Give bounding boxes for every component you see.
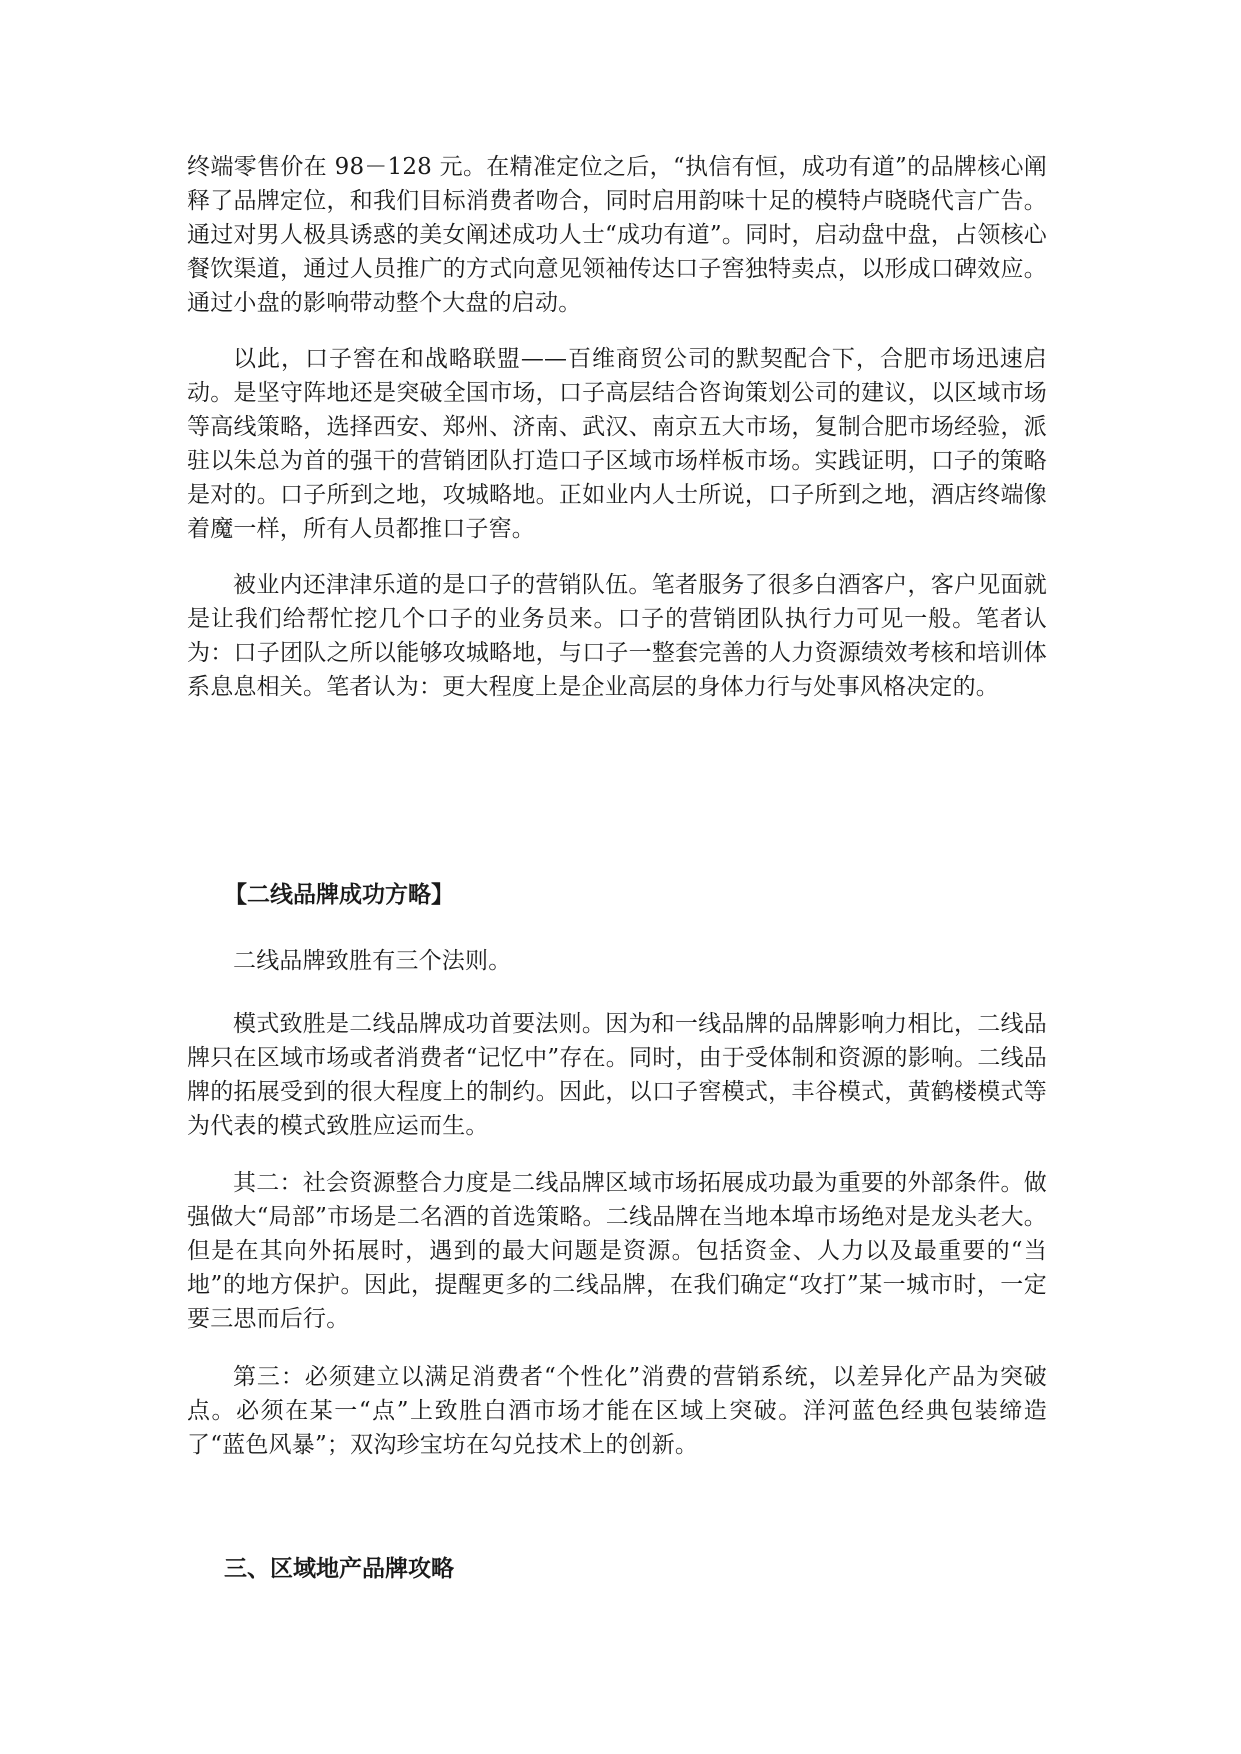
paragraph-strategic-alliance: 以此，口子窖在和战略联盟——百维商贸公司的默契配合下，合肥市场迅速启动。是坚守阵地还是突破全国市场，口子高层结合咨询策划公司的建议，以区域市场等高线策略，选择西安、郑州、济南、武汉、南京五大市场，复制合肥市场经验，派驻以朱总为首的强干的营销团队打造口子区域市场样板市场。实践证明，口子的策略是对的。口子所到之地，攻城略地。正如业内人士所说，口子所到之地，酒店终端像着魔一样，所有人员都推口子窖。 — [187, 346, 1047, 542]
paragraph-pricing-positioning: 终端零售价在 98－128 元。在精准定位之后，“执信有恒，成功有道”的品牌核心阐释了品牌定位，和我们目标消费者吻合，同时启用韵味十足的模特卢晓晓代言广告。通过对男人极具诱惑的美女阐述成功人士“成功有道”。同时，启动盘中盘，占领核心餐饮渠道，通过人员推广的方式向意见领袖传达口子窖独特卖点，以形成口碑效应。通过小盘的影响带动整个大盘的启动。 — [187, 154, 1047, 316]
section-heading-second-tier-brand: 【二线品牌成功方略】 — [224, 882, 454, 908]
paragraph-personalized-marketing: 第三：必须建立以满足消费者“个性化”消费的营销系统，以差异化产品为突破点。必须在某一“点”上致胜白酒市场才能在区域上突破。洋河蓝色经典包装缔造了“蓝色风暴”；双沟珍宝坊在勾兑技术上的创新。 — [187, 1364, 1047, 1458]
paragraph-three-rules: 二线品牌致胜有三个法则。 — [233, 948, 512, 974]
paragraph-marketing-team: 被业内还津津乐道的是口子的营销队伍。笔者服务了很多白酒客户，客户见面就是让我们给帮忙挖几个口子的业务员来。口子的营销团队执行力可见一般。笔者认为：口子团队之所以能够攻城略地，与口子一整套完善的人力资源绩效考核和培训体系息息相关。笔者认为：更大程度上是企业高层的身体力行与处事风格决定的。 — [187, 572, 1047, 700]
paragraph-social-resources: 其二：社会资源整合力度是二线品牌区域市场拓展成功最为重要的外部条件。做强做大“局部”市场是二名酒的首选策略。二线品牌在当地本埠市场绝对是龙头老大。但是在其向外拓展时，遇到的最大问题是资源。包括资金、人力以及最重要的“当地”的地方保护。因此，提醒更多的二线品牌，在我们确定“攻打”某一城市时，一定要三思而后行。 — [187, 1170, 1047, 1332]
section-heading-regional-brand: 三、区域地产品牌攻略 — [224, 1556, 454, 1582]
paragraph-model-wins: 模式致胜是二线品牌成功首要法则。因为和一线品牌的品牌影响力相比，二线品牌只在区域市场或者消费者“记忆中”存在。同时，由于受体制和资源的影响。二线品牌的拓展受到的很大程度上的制约。因此，以口子窖模式，丰谷模式，黄鹤楼模式等为代表的模式致胜应运而生。 — [187, 1011, 1047, 1139]
